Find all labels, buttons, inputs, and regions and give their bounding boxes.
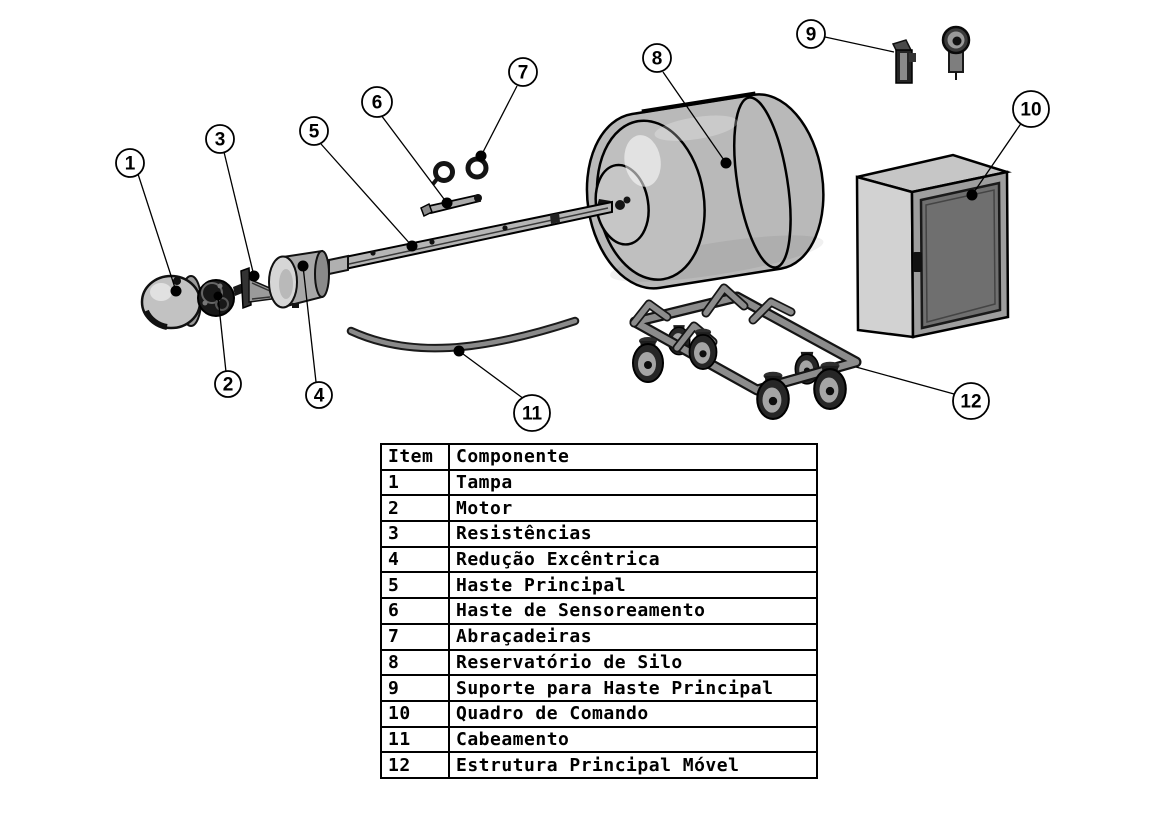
component-column-header: Componente — [449, 444, 817, 470]
component-cell: Estrutura Principal Móvel — [449, 752, 817, 778]
leader-3 — [224, 152, 260, 282]
balloon-12 — [953, 383, 989, 419]
abracadeiras-part — [433, 159, 486, 184]
haste-principal-part — [345, 202, 612, 269]
table-row — [381, 572, 817, 598]
quadro-comando-part — [857, 155, 1008, 337]
item-cell: 12 — [381, 752, 449, 778]
leader-11 — [454, 346, 525, 400]
component-cell: Redução Excêntrica — [449, 547, 817, 573]
balloon-6 — [362, 87, 392, 117]
component-cell: Haste de Sensoreamento — [449, 598, 817, 624]
component-cell: Abraçadeiras — [449, 624, 817, 650]
clamp-right — [468, 159, 486, 177]
item-cell: 7 — [381, 624, 449, 650]
tampa-part — [142, 276, 201, 328]
parts-table — [380, 443, 818, 779]
leader-9 — [825, 37, 894, 52]
table-row — [381, 547, 817, 573]
table-row — [381, 727, 817, 753]
table-row — [381, 752, 817, 778]
item-cell: 10 — [381, 701, 449, 727]
balloon-label: 9 — [805, 24, 817, 46]
balloon-11 — [514, 395, 550, 431]
item-cell: 11 — [381, 727, 449, 753]
component-cell: Reservatório de Silo — [449, 650, 817, 676]
component-cell: Cabeamento — [449, 727, 817, 753]
reducao-excentrica-part — [269, 251, 348, 308]
balloon-1 — [116, 149, 144, 177]
balloon-2 — [215, 371, 241, 397]
cabeamento-part — [351, 321, 575, 348]
table-row — [381, 598, 817, 624]
component-cell: Suporte para Haste Principal — [449, 675, 817, 701]
balloon-3 — [206, 125, 234, 153]
caster-wheel — [633, 337, 663, 382]
box-left-face — [857, 177, 913, 337]
component-cell: Motor — [449, 495, 817, 521]
balloon-7 — [509, 58, 537, 86]
balloon-label: 12 — [960, 391, 982, 413]
table-row — [381, 624, 817, 650]
component-cell: Haste Principal — [449, 572, 817, 598]
table-row — [381, 650, 817, 676]
table-row — [381, 701, 817, 727]
balloon-10 — [1013, 91, 1049, 127]
suporte-bracket — [893, 40, 916, 83]
estrutura-movel-part — [633, 288, 856, 419]
balloon-label: 2 — [222, 374, 234, 396]
leader-7 — [476, 86, 518, 162]
leader-12 — [856, 367, 954, 394]
item-cell: 4 — [381, 547, 449, 573]
balloon-label: 11 — [521, 403, 543, 425]
component-cell: Resistências — [449, 521, 817, 547]
item-cell: 1 — [381, 470, 449, 496]
balloon-label: 6 — [371, 92, 383, 114]
item-cell: 2 — [381, 495, 449, 521]
balloon-label: 10 — [1020, 99, 1042, 121]
component-cell: Tampa — [449, 470, 817, 496]
balloon-5 — [300, 117, 328, 145]
item-cell: 9 — [381, 675, 449, 701]
balloon-9 — [797, 20, 825, 48]
parts-table-header — [381, 444, 817, 470]
suporte-haste-part — [893, 27, 969, 83]
balloon-label: 8 — [651, 48, 663, 70]
item-column-header: Item — [381, 444, 449, 470]
table-row — [381, 675, 817, 701]
caster-wheel — [690, 329, 717, 370]
balloon-label: 3 — [214, 129, 226, 151]
parts-table-body — [381, 470, 817, 778]
item-cell: 6 — [381, 598, 449, 624]
item-cell: 5 — [381, 572, 449, 598]
suporte-rod-end — [943, 27, 969, 80]
leader-5 — [321, 144, 418, 252]
balloon-8 — [643, 44, 671, 72]
table-row — [381, 495, 817, 521]
balloon-label: 1 — [124, 153, 136, 175]
reservatorio-de-silo-part — [575, 85, 836, 297]
balloon-label: 5 — [308, 121, 320, 143]
table-row — [381, 470, 817, 496]
balloon-4 — [306, 382, 332, 408]
item-cell: 8 — [381, 650, 449, 676]
header-row — [381, 444, 817, 470]
item-cell: 3 — [381, 521, 449, 547]
component-cell: Quadro de Comando — [449, 701, 817, 727]
clamp-left — [436, 164, 453, 181]
balloon-label: 4 — [313, 385, 325, 407]
box-door-handle — [913, 252, 922, 272]
sensor-rod — [429, 195, 480, 213]
table-row — [381, 521, 817, 547]
balloon-label: 7 — [517, 62, 529, 84]
